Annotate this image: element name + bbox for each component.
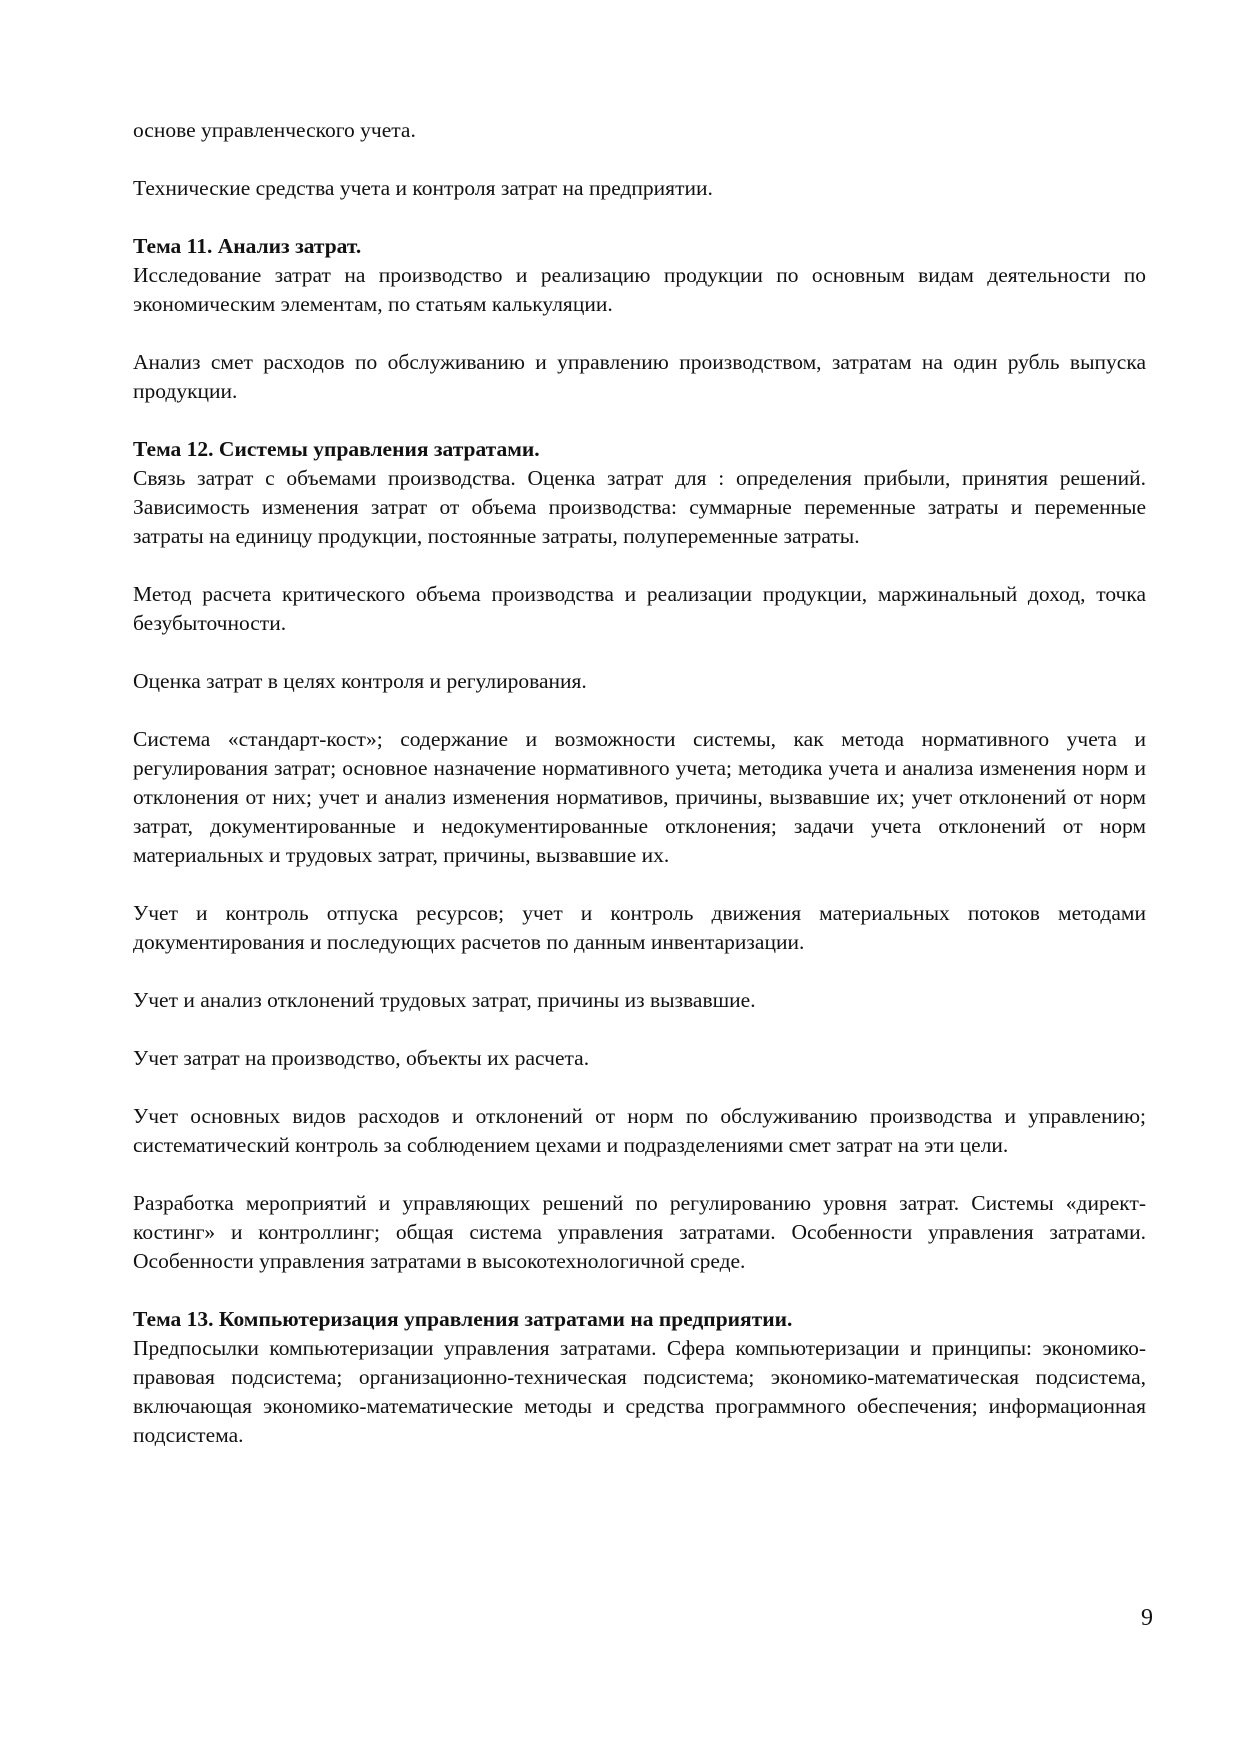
topic-12-paragraph: Учет затрат на производство, объекты их расчета. bbox=[133, 1046, 590, 1070]
topic-12-paragraph: Метод расчета критического объема производства и реализации продукции, маржинальный доход, точка безубыточности. bbox=[133, 582, 1146, 635]
intro-paragraph: Технические средства учета и контроля затрат на предприятии. bbox=[133, 176, 713, 200]
topic-11-paragraph: Анализ смет расходов по обслуживанию и управлению производством, затратам на один рубль выпуска продукции. bbox=[133, 350, 1146, 403]
topic-12-paragraph: Связь затрат с объемами производства. Оценка затрат для : определения прибыли, принятия решений. Зависимость изменения затрат от объема производства: суммарные переменные затраты и переменные затраты на единицу продукции, постоянные затраты, полупеременные затраты. bbox=[133, 466, 1146, 548]
intro-paragraph: основе управленческого учета. bbox=[133, 118, 416, 142]
topic-13-paragraph: Предпосылки компьютеризации управления затратами. Сфера компьютеризации и принципы: экономико-правовая подсистема; организационно-техническая подсистема; экономико-математическая подсистема, включающая экономико-математические методы и средства программного обеспечения; информационная подсистема. bbox=[133, 1336, 1146, 1447]
page-number: 9 bbox=[1141, 1605, 1153, 1631]
topic-12-paragraph: Разработка мероприятий и управляющих решений по регулированию уровня затрат. Системы «директ-костинг» и контроллинг; общая система управления затратами. Особенности управления затратами. Особенности управления затратами в высокотехнологичной среде. bbox=[133, 1191, 1146, 1273]
topic-11-paragraph: Исследование затрат на производство и реализацию продукции по основным видам деятельности по экономическим элементам, по статьям калькуляции. bbox=[133, 263, 1146, 316]
topic-11-heading: Тема 11. Анализ затрат. bbox=[133, 234, 362, 258]
topic-12-paragraph: Система «стандарт-кост»; содержание и возможности системы, как метода нормативного учета и регулирования затрат; основное назначение нормативного учета; методика учета и анализа изменения норм и отклонения от них; учет и анализ изменения нормативов, причины, вызвавшие их; учет отклонений от норм затрат, документированные и недокументированные отклонения; задачи учета отклонений от норм материальных и трудовых затрат, причины, вызвавшие их. bbox=[133, 727, 1146, 867]
topic-13-heading: Тема 13. Компьютеризация управления затратами на предприятии. bbox=[133, 1307, 793, 1331]
page-content bbox=[133, 116, 1146, 1450]
topic-12-heading: Тема 12. Системы управления затратами. bbox=[133, 437, 540, 461]
topic-12-paragraph: Учет основных видов расходов и отклонений от норм по обслуживанию производства и управлению; систематический контроль за соблюдением цехами и подразделениями смет затрат на эти цели. bbox=[133, 1104, 1146, 1157]
topic-12-paragraph: Учет и контроль отпуска ресурсов; учет и контроль движения материальных потоков методами документирования и последующих расчетов по данным инвентаризации. bbox=[133, 901, 1146, 954]
topic-12-paragraph: Учет и анализ отклонений трудовых затрат, причины из вызвавшие. bbox=[133, 988, 756, 1012]
topic-12-paragraph: Оценка затрат в целях контроля и регулирования. bbox=[133, 669, 587, 693]
